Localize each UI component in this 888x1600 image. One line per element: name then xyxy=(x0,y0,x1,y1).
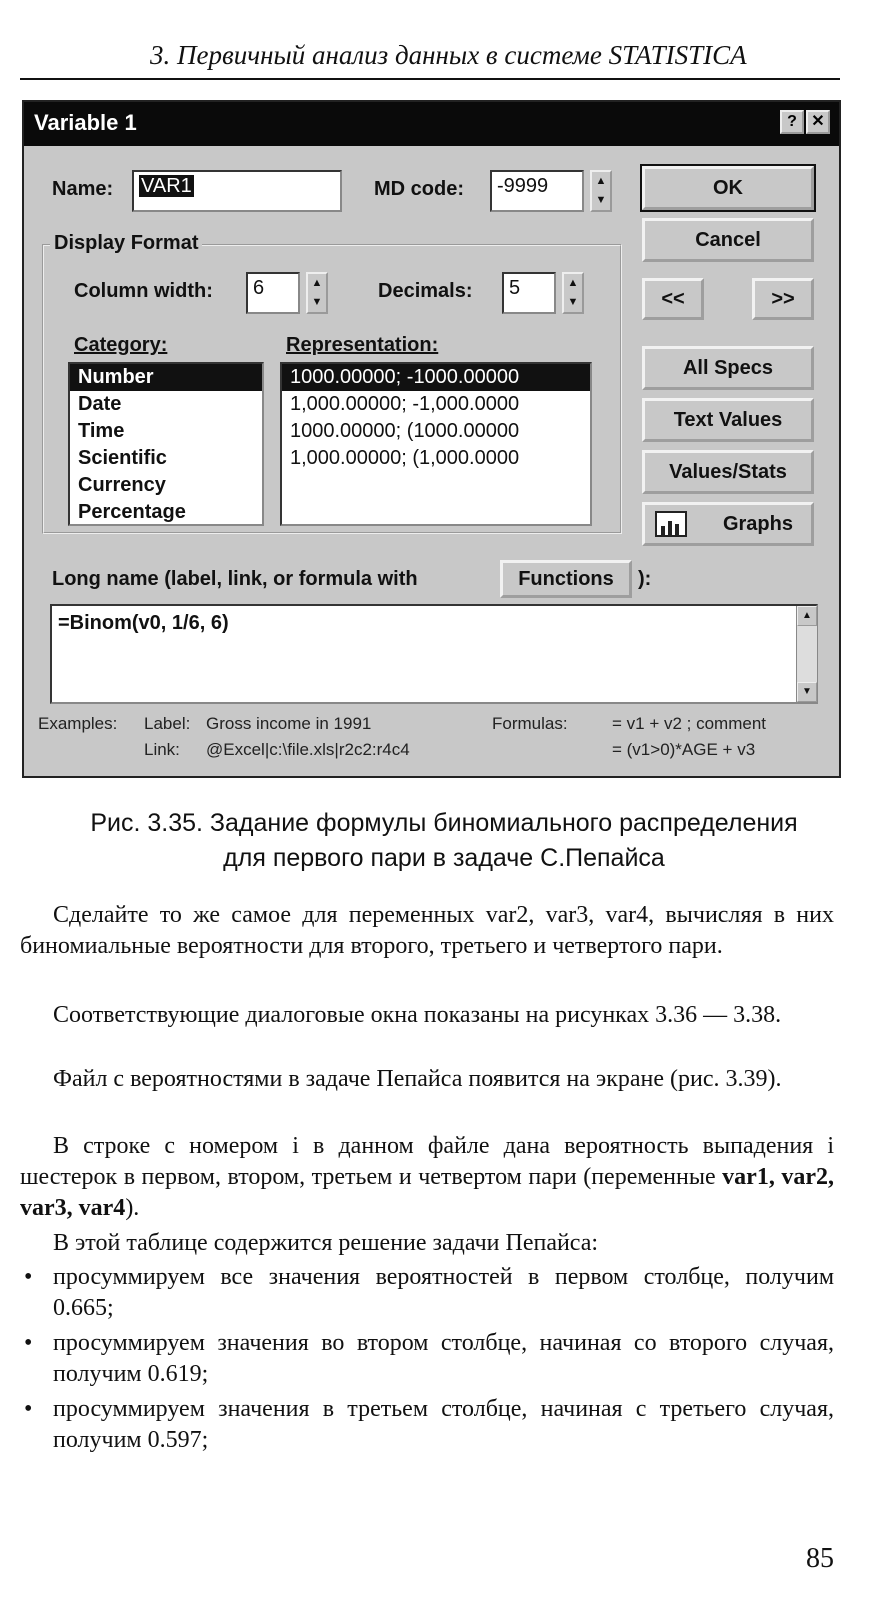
paragraph-3: Файл с вероятностями в задаче Пепайса появится на экране (рис. 3.39). xyxy=(53,1066,782,1092)
all-specs-button[interactable]: All Specs xyxy=(642,346,814,390)
list-item[interactable]: Date xyxy=(78,393,122,415)
next-button[interactable]: >> xyxy=(752,278,814,320)
caption-line-2: для первого пари в задаче С.Пепайса xyxy=(223,844,665,872)
examples-label-value: Gross income in 1991 xyxy=(206,714,372,733)
graphs-button[interactable] xyxy=(642,502,814,546)
name-value: VAR1 xyxy=(141,175,192,197)
list-item[interactable]: Time xyxy=(78,420,125,442)
long-name-label: Long name (label, link, or formula with xyxy=(52,568,418,590)
bullet-text: просуммируем значения во втором столбце, начиная со второго случая, получим 0.619; xyxy=(53,1330,834,1387)
md-code-spinner[interactable] xyxy=(590,170,612,212)
running-header: 3. Первичный анализ данных в системе STATISTICA xyxy=(150,40,747,70)
cancel-button[interactable]: Cancel xyxy=(642,218,814,262)
bullet-glyph: • xyxy=(24,1264,33,1290)
list-item[interactable]: 1000.00000; -1000.00000 xyxy=(282,364,590,391)
representation-label: Representation: xyxy=(286,334,439,356)
dialog-title: Variable 1 xyxy=(34,110,137,135)
md-code-label: MD code: xyxy=(374,178,464,200)
scroll-up-icon[interactable]: ▲ xyxy=(797,606,817,626)
previous-button[interactable]: << xyxy=(642,278,704,320)
list-item[interactable]: Percentage xyxy=(78,501,186,523)
caption-line-1: Рис. 3.35. Задание формулы биномиального распределения xyxy=(90,809,798,837)
bullet-glyph: • xyxy=(24,1330,33,1356)
examples-label: Examples: xyxy=(38,714,118,733)
variable-dialog xyxy=(22,100,841,778)
paragraph-4 xyxy=(20,1131,834,1224)
paragraph-2: Соответствующие диалоговые окна показаны на рисунках 3.36 — 3.38. xyxy=(53,1002,782,1028)
list-item xyxy=(24,1394,834,1456)
list-item[interactable]: Scientific xyxy=(78,447,167,469)
spin-down-icon[interactable]: ▼ xyxy=(311,296,323,308)
ok-button[interactable]: OK xyxy=(642,166,814,210)
examples-label-key: Label: xyxy=(144,714,191,733)
column-width-field[interactable]: 6 xyxy=(246,272,300,314)
header-rule xyxy=(20,78,840,80)
display-format-label: Display Format xyxy=(50,232,202,255)
bullet-glyph: • xyxy=(24,1396,33,1422)
examples-formula-1: = v1 + v2 ; comment xyxy=(612,714,767,733)
name-field[interactable] xyxy=(132,170,342,212)
scroll-down-icon[interactable]: ▼ xyxy=(797,682,817,702)
spin-down-icon[interactable]: ▼ xyxy=(595,194,607,206)
examples-formula-2: = (v1>0)*AGE + v3 xyxy=(612,740,756,759)
list-item[interactable]: 1,000.00000; (1,000.0000 xyxy=(290,447,520,469)
category-label: Category: xyxy=(74,334,168,356)
md-code-field[interactable]: -9999 xyxy=(490,170,584,212)
list-item[interactable]: 1000.00000; (1000.00000 xyxy=(290,420,520,442)
help-icon[interactable]: ? xyxy=(780,110,804,134)
examples-link-value: @Excel|c:\file.xls|r2c2:r4c4 xyxy=(206,740,410,759)
list-item xyxy=(24,1262,834,1324)
decimals-spinner[interactable] xyxy=(562,272,584,314)
decimals-field[interactable]: 5 xyxy=(502,272,556,314)
vertical-scrollbar[interactable] xyxy=(796,606,817,702)
examples-formulas-key: Formulas: xyxy=(492,714,568,733)
dialog-titlebar xyxy=(24,102,839,146)
graphs-label: Graphs xyxy=(722,513,793,535)
name-label: Name: xyxy=(52,178,114,200)
paragraph-5: В этой таблице содержится решение задачи Пепайса: xyxy=(53,1230,599,1256)
examples-link-key: Link: xyxy=(144,740,180,759)
column-width-label: Column width: xyxy=(74,280,213,302)
functions-button[interactable]: Functions xyxy=(500,560,632,598)
list-item[interactable]: 1,000.00000; -1,000.0000 xyxy=(290,393,520,415)
column-width-spinner[interactable] xyxy=(306,272,328,314)
close-icon[interactable]: ✕ xyxy=(806,110,830,134)
spin-down-icon[interactable]: ▼ xyxy=(567,296,579,308)
spin-up-icon[interactable]: ▲ xyxy=(567,277,579,289)
paragraph-4-start: В строке с номером i в данном файле дана вероятность выпадения i шестерок в первом, втором, третьем и четвертом пари (переменные xyxy=(20,1133,834,1190)
paragraph-4-variables: var1, var2, var3, var4 xyxy=(20,1164,834,1221)
decimals-label: Decimals: xyxy=(378,280,473,302)
list-item[interactable]: Currency xyxy=(78,474,166,496)
values-stats-button[interactable]: Values/Stats xyxy=(642,450,814,494)
list-item xyxy=(24,1328,834,1390)
paragraph-4-end: ). xyxy=(125,1195,140,1221)
paragraph-1: Сделайте то же самое для переменных var2, var3, var4, вычисляя в них биномиальные вероятности для второго, третьего и четвертого пари. xyxy=(20,902,834,959)
bullet-text: просуммируем все значения вероятностей в первом столбце, получим 0.665; xyxy=(53,1264,834,1321)
text-values-button[interactable]: Text Values xyxy=(642,398,814,442)
list-item[interactable]: Number xyxy=(70,364,262,391)
bullet-text: просуммируем значения в третьем столбце, начиная с третьего случая, получим 0.597; xyxy=(53,1396,834,1453)
spin-up-icon[interactable]: ▲ xyxy=(311,277,323,289)
spin-up-icon[interactable]: ▲ xyxy=(595,175,607,187)
long-name-suffix: ): xyxy=(638,568,652,590)
figure-caption xyxy=(30,806,858,876)
chart-icon xyxy=(655,511,687,537)
page-number: 85 xyxy=(806,1543,834,1574)
category-list[interactable] xyxy=(68,362,264,526)
representation-list[interactable] xyxy=(280,362,592,526)
long-name-textarea[interactable]: =Binom(v0, 1/6, 6) xyxy=(50,604,818,704)
